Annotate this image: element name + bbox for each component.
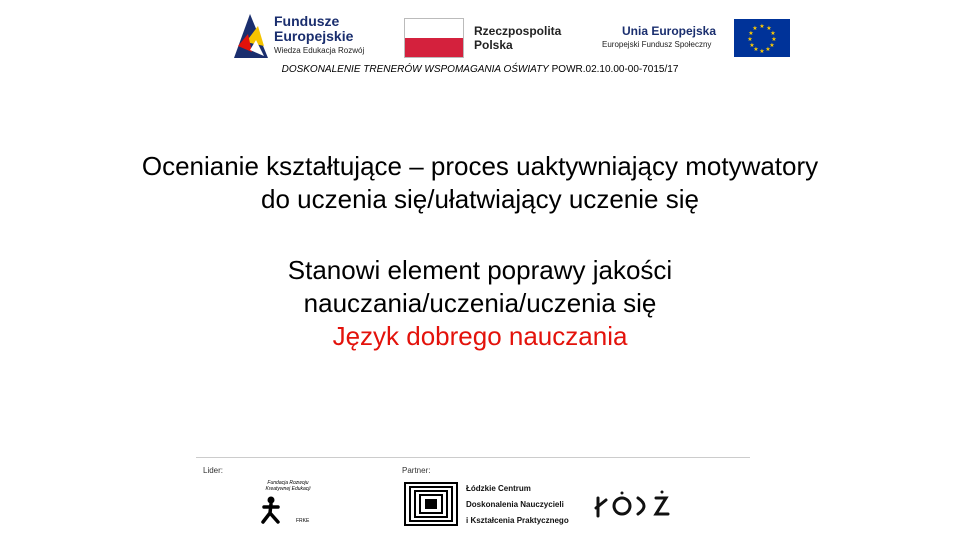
svg-text:★: ★: [765, 46, 771, 53]
lcdnikp-logo-text: Łódzkie Centrum Doskonalenia Nauczycieli i Kształcenia Praktycznego: [466, 484, 569, 525]
leader-logo: [256, 478, 318, 528]
project-caption: DOSKONALENIE TRENERÓW WSPOMAGANIA OŚWIATY POWR.02.10.00-00-7015/17: [281, 64, 679, 75]
leader-logo-text: Fundacja Rozwoju Kreatywnej Edukacji: [265, 480, 311, 492]
svg-text:★: ★: [770, 30, 776, 37]
svg-text:★: ★: [752, 25, 758, 32]
body-line-1: Stanowi element poprawy jakości: [287, 255, 673, 285]
logo-strip: [228, 10, 798, 62]
svg-text:★: ★: [748, 30, 754, 37]
fundusze-europejskie-logo: [234, 12, 384, 60]
svg-text:★: ★: [771, 36, 777, 43]
svg-text:★: ★: [769, 42, 775, 49]
leader-label: Lider:: [203, 466, 224, 475]
heading-line-2: do uczenia się/ułatwiający uczenie się: [261, 184, 699, 214]
lcdnikp-logo-icon: [404, 482, 458, 526]
svg-text:★: ★: [759, 48, 765, 55]
rzeczpospolita-logo-text: Rzeczpospolita Polska: [474, 24, 562, 52]
eu-flag-icon: [734, 19, 790, 57]
body-highlight: Język dobrego nauczania: [332, 321, 628, 351]
svg-text:★: ★: [766, 25, 772, 32]
svg-text:★: ★: [753, 46, 759, 53]
body-line-2: nauczania/uczenia/uczenia się: [303, 288, 657, 318]
svg-text:★: ★: [747, 36, 753, 43]
leader-mini-text: FRKE: [296, 518, 310, 524]
svg-text:★: ★: [749, 42, 755, 49]
slide-body: [40, 254, 920, 353]
fe-star-icon: [234, 12, 268, 58]
footer-divider: [196, 457, 750, 458]
lodz-city-logo-icon: [592, 488, 678, 522]
svg-text:★: ★: [759, 23, 765, 30]
ue-title: Unia Europejska: [622, 24, 717, 38]
polish-flag-icon: [404, 18, 464, 58]
fe-title: Fundusze Europejskie: [274, 13, 354, 44]
heading-line-1: Ocenianie kształtujące – proces uaktywniający motywatory: [141, 151, 819, 181]
partner-label: Partner:: [402, 466, 431, 475]
ue-subtitle: Europejski Fundusz Społeczny: [602, 40, 712, 49]
running-figure-icon: [260, 496, 282, 524]
fe-subtitle: Wiedza Edukacja Rozwój: [274, 46, 365, 55]
slide-heading: [40, 150, 920, 216]
